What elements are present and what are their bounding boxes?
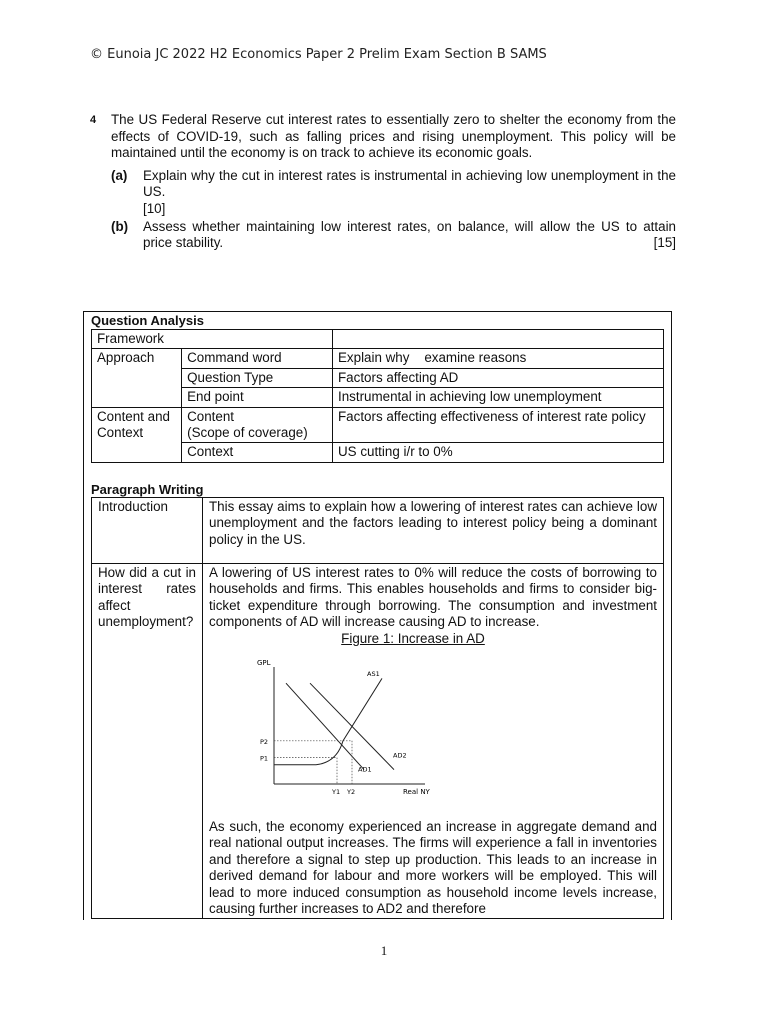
x-tick-label: Y2: [347, 788, 356, 797]
content-sub-label: (Scope of coverage): [187, 425, 308, 441]
series-as1: [274, 678, 382, 764]
content-context-label: Content and Context: [92, 407, 182, 462]
figure-caption: Figure 1: Increase in AD: [341, 630, 485, 646]
table-cell: Instrumental in achieving low unemployment: [333, 388, 664, 407]
framework-label: Framework: [92, 330, 333, 349]
question-block: [90, 112, 676, 252]
question-part-b: [111, 219, 676, 252]
table-cell: Factors affecting AD: [333, 368, 664, 387]
table-cell: End point: [182, 388, 333, 407]
body-text-2: As such, the economy experienced an increase in aggregate demand and real national output increases. The firms will experience a fall in inventories and therefore a signal to step up production. This leads to an increase in derived demand for labour and more workers will be employed. This will lead to more induced consumption as household income levels increase, causing further increases to AD2 and therefore: [209, 819, 657, 917]
paragraph-writing-table: [91, 497, 664, 919]
paragraph-writing-title: Paragraph Writing: [91, 482, 204, 497]
table-cell: Context: [182, 443, 333, 462]
part-text: Assess whether maintaining low interest rates, on balance, will allow the US to attain price stability.: [143, 218, 676, 251]
approach-label: Approach: [92, 349, 182, 407]
content-label: Content: [187, 408, 235, 424]
question-text: The US Federal Reserve cut interest rates to essentially zero to shelter the economy from the effects of COVID-19, such as falling prices and rising unemployment. This policy will be maintained until the economy is on track to achieve its economic goals.: [111, 112, 676, 161]
y-tick-label: P2: [260, 737, 269, 746]
question-label: How did a cut in interest rates affect unemployment?: [92, 564, 203, 919]
table-cell: [182, 407, 333, 443]
chart-y-label: GPL: [257, 659, 271, 668]
table-cell: US cutting i/r to 0%: [333, 443, 664, 462]
question-number: 4: [90, 114, 97, 126]
introduction-text: This essay aims to explain how a lowering of interest rates can achieve low unemployment and the factors leading to interest policy being a dominant policy in the US.: [203, 498, 664, 564]
part-label: (b): [111, 218, 129, 234]
paragraph-body-cell: [203, 564, 664, 919]
question-analysis-title: Question Analysis: [91, 313, 204, 328]
series-label: AS1: [367, 670, 380, 679]
part-marks: [10]: [143, 200, 166, 216]
x-tick-label: Y1: [332, 788, 341, 797]
body-text-1: A lowering of US interest rates to 0% will reduce the costs of borrowing to households and firms. This enables households and firms to consider big-ticket expenditure through borrowing. The consumption and investment components of AD will increase causing AD to increase.: [209, 565, 657, 630]
answer-box: [83, 311, 672, 920]
series-label: AD1: [358, 765, 372, 774]
question-analysis-table: [91, 329, 664, 463]
part-marks: [15]: [653, 235, 676, 251]
page-header: © Eunoia JC 2022 H2 Economics Paper 2 Prelim Exam Section B SAMS: [90, 47, 547, 62]
chart-x-label: Real NY: [403, 788, 430, 797]
question-part-a: [111, 168, 676, 218]
table-cell: Explain why examine reasons: [333, 349, 664, 368]
page-number: 1: [380, 943, 388, 958]
series-label: AD2: [393, 751, 407, 760]
y-tick-label: P1: [260, 754, 269, 763]
part-text: Explain why the cut in interest rates is instrumental in achieving low unemployment in the US.: [143, 167, 676, 200]
part-label: (a): [111, 167, 128, 183]
table-cell: Question Type: [182, 368, 333, 387]
table-cell: Factors affecting effectiveness of interest rate policy: [333, 407, 664, 443]
framework-value: [333, 330, 664, 349]
ad-as-chart: [255, 651, 445, 801]
table-cell: Command word: [182, 349, 333, 368]
introduction-label: Introduction: [92, 498, 203, 564]
